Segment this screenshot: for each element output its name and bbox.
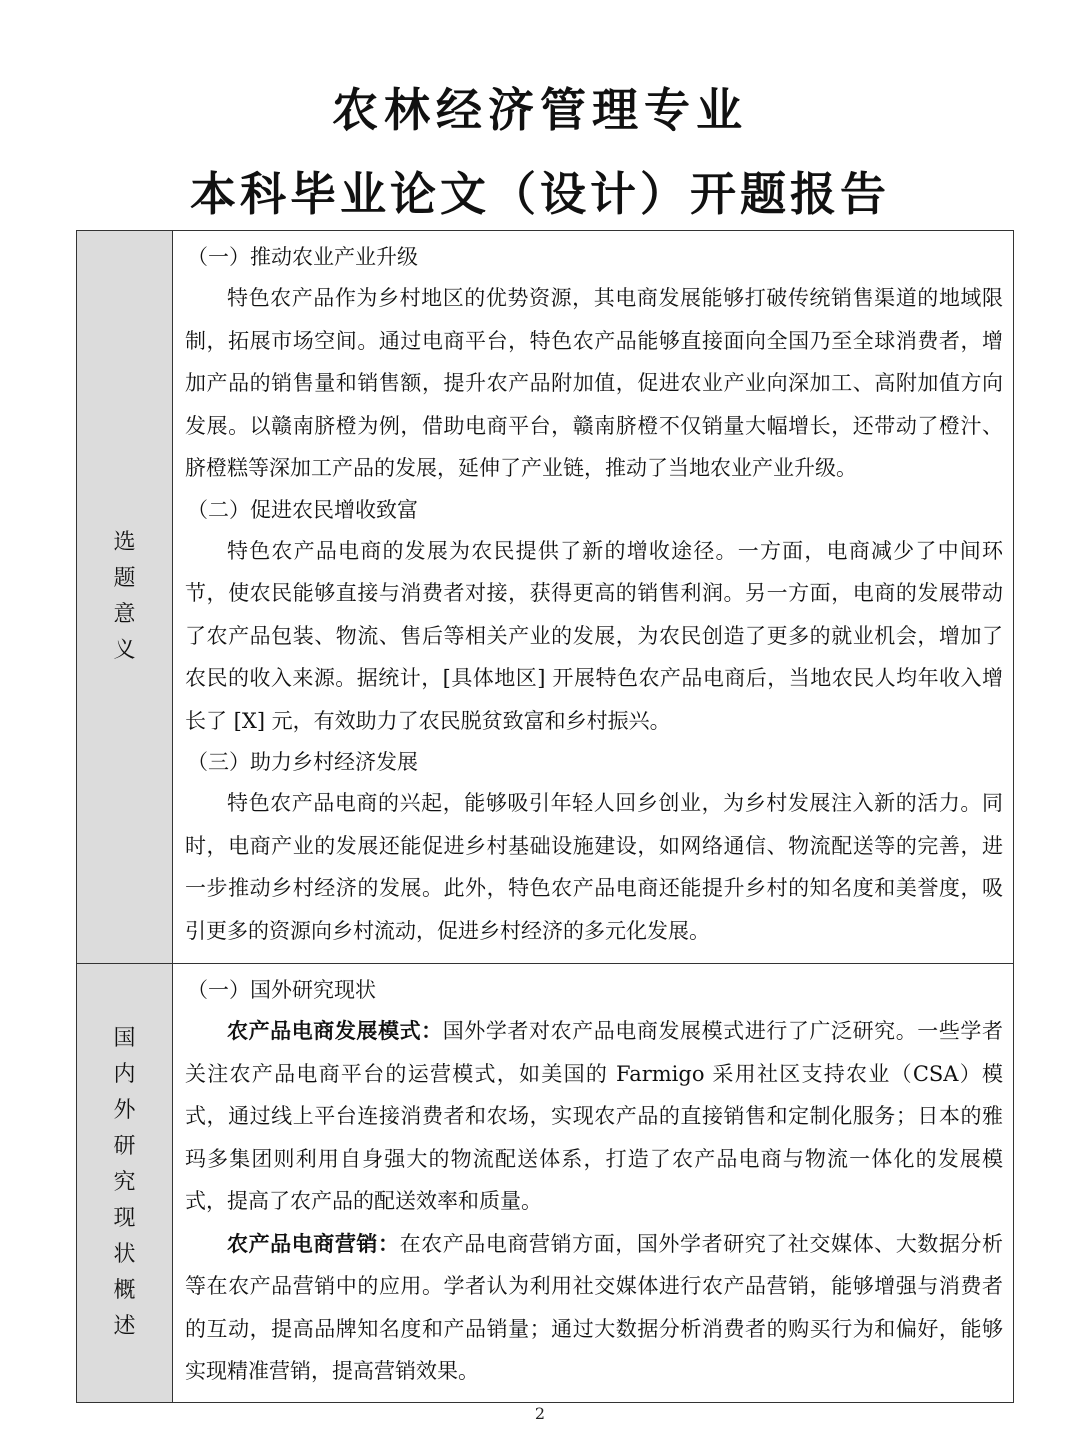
paragraph <box>185 1010 1003 1223</box>
document-title-line1: 农林经济管理专业 <box>332 83 748 137</box>
label-char: 现 <box>113 1206 136 1231</box>
label-char: 义 <box>113 638 136 663</box>
paragraph <box>185 1223 1003 1393</box>
subsection-heading: （一）推动农业产业升级 <box>187 245 418 269</box>
label-char: 概 <box>113 1278 136 1303</box>
subsection-heading: （一）国外研究现状 <box>187 978 376 1002</box>
paragraph: 特色农产品电商的发展为农民提供了新的增收途径。一方面，电商减少了中间环节，使农民能够直接与消费者对接，获得更高的销售利润。另一方面，电商的发展带动了农产品包装、物流、售后等相关产业的发展，为农民创造了更多的就业机会，增加了农民的收入来源。据统计，[具体地区] 开展特色农产品电商后，当地农民人均年收入增长了 [X] 元，有效助力了农民脱贫致富和乡村振兴。 <box>185 538 1003 733</box>
paragraph: 特色农产品作为乡村地区的优势资源，其电商发展能够打破传统销售渠道的地域限制，拓展市场空间。通过电商平台，特色农产品能够直接面向全国乃至全球消费者，增加产品的销售量和销售额，提升农产品附加值，促进农业产业向深加工、高附加值方向发展。以赣南脐橙为例，借助电商平台，赣南脐橙不仅销量大幅增长，还带动了橙汁、脐橙糕等深加工产品的发展，延伸了产业链，推动了当地农业产业升级。 <box>185 286 1003 480</box>
page-number: 2 <box>534 1404 546 1423</box>
label-char: 国 <box>113 1026 136 1051</box>
subsection-heading: （三）助力乡村经济发展 <box>187 750 418 774</box>
section-label-literature <box>77 964 173 1403</box>
label-char: 内 <box>113 1062 136 1087</box>
label-char: 外 <box>113 1098 136 1123</box>
label-char: 究 <box>113 1170 136 1195</box>
section-content-literature <box>173 964 1014 1403</box>
label-char: 述 <box>113 1314 136 1339</box>
document-title-line2: 本科毕业论文（设计）开题报告 <box>190 167 890 221</box>
paragraph-body: 国外学者对农产品电商发展模式进行了广泛研究。一些学者关注农产品电商平台的运营模式，如美国的 Farmigo 采用社区支持农业（CSA）模式，通过线上平台连接消费者和农场，实现农产品的直接销售和定制化服务；日本的雅玛多集团则利用自身强大的物流配送体系，打造了农产品电商与物流一体化的发展模式，提高了农产品的配送效率和质量。 <box>185 1019 1004 1213</box>
paragraph-lead: 农产品电商营销： <box>227 1231 400 1256</box>
label-char: 状 <box>113 1242 136 1267</box>
section-content-significance <box>173 231 1014 964</box>
paragraph-lead: 农产品电商发展模式： <box>227 1019 443 1043</box>
report-table <box>76 230 1014 1403</box>
label-char: 意 <box>113 602 136 627</box>
subsection-heading: （二）促进农民增收致富 <box>187 497 418 522</box>
paragraph: 特色农产品电商的兴起，能够吸引年轻人回乡创业，为乡村发展注入新的活力。同时，电商产业的发展还能促进乡村基础设施建设，如网络通信、物流配送等的完善，进一步推动乡村经济的发展。此外，特色农产品电商还能提升乡村的知名度和美誉度，吸引更多的资源向乡村流动，促进乡村经济的多元化发展。 <box>185 791 1003 943</box>
label-char: 题 <box>113 566 136 591</box>
label-char: 研 <box>113 1134 136 1159</box>
paragraph-body: 在农产品电商营销方面，国外学者研究了社交媒体、大数据分析等在农产品营销中的应用。学者认为利用社交媒体进行农产品营销，能够增强与消费者的互动，提高品牌知名度和产品销量；通过大数据分析消费者的购买行为和偏好，能够实现精准营销，提高营销效果。 <box>185 1231 1004 1383</box>
label-char: 选 <box>113 530 136 555</box>
section-row-significance <box>77 231 1014 964</box>
section-label-significance <box>77 231 173 964</box>
section-row-literature <box>77 964 1014 1403</box>
